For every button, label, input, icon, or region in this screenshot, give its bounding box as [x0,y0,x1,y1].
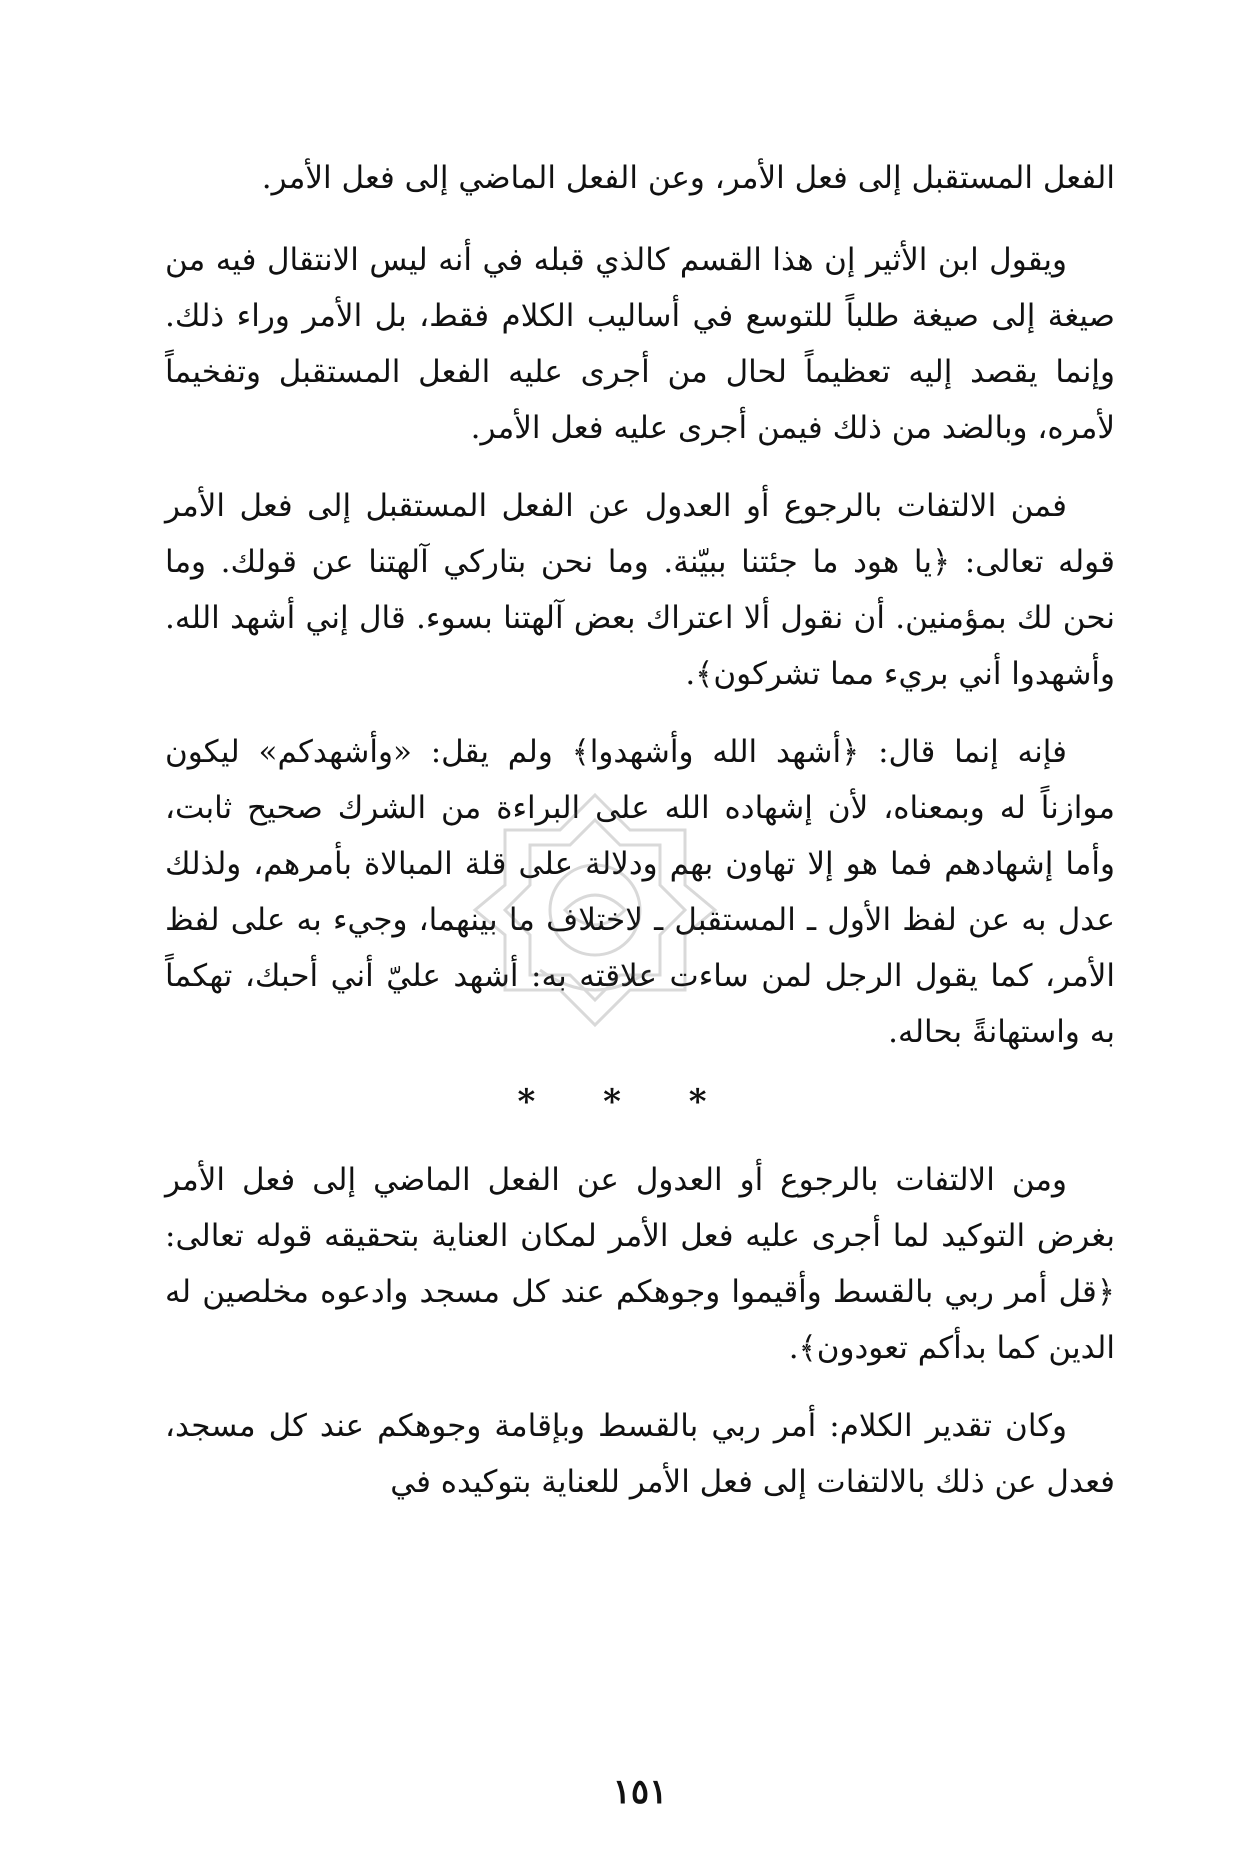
paragraph-continuation: الفعل المستقبل إلى فعل الأمر، وعن الفعل الماضي إلى فعل الأمر. [261,160,1115,196]
paragraph-estimation: وكان تقدير الكلام: أمر ربي بالقسط وبإقامة وجوهكم عند كل مسجد، فعدل عن ذلك بالالتفات إلى فعل الأمر للعناية بتوكيده في [165,1408,1115,1500]
paragraph-ibn-al-athir: ويقول ابن الأثير إن هذا القسم كالذي قبله في أنه ليس الانتقال فيه من صيغة إلى صيغة طلباً للتوسع في أساليب الكلام فقط، بل الأمر وراء ذلك. وإنما يقصد إليه تعظيماً لحال من أجرى عليه الفعل المستقبل وتفخيماً لأمره، وبالضد من ذلك فيمن أجرى عليه فعل الأمر. [165,242,1115,446]
page-body [165,150,1115,1812]
section-separator: * * * [517,1082,735,1122]
page-number: ١٥١ [612,1772,668,1812]
paragraph-past-to-imperative: ومن الالتفات بالرجوع أو العدول عن الفعل الماضي إلى فعل الأمر بغرض التوكيد لما أجرى عليه فعل الأمر لمكان العناية بتحقيقه قوله تعالى: ﴿قل أمر ربي بالقسط وأقيموا وجوهكم عند كل مسجد وادعوه مخلصين له الدين كما بدأكم تعودون﴾. [165,1162,1115,1366]
paragraph-future-to-imperative: فمن الالتفات بالرجوع أو العدول عن الفعل المستقبل إلى فعل الأمر قوله تعالى: ﴿يا هود ما جئتنا ببيّنة. وما نحن بتاركي آلهتنا عن قولك. وما نحن لك بمؤمنين. أن نقول ألا اعتراك بعض آلهتنا بسوء. قال إني أشهد الله. وأشهدوا أني بريء مما تشركون﴾. [165,488,1115,692]
paragraph-explanation: فإنه إنما قال: ﴿أشهد الله وأشهدوا﴾ ولم يقل: «وأشهدكم» ليكون موازناً له وبمعناه، لأن إشهاده الله على البراءة من الشرك صحيح ثابت، وأما إشهادهم فما هو إلا تهاون بهم ودلالة على قلة المبالاة بأمرهم، ولذلك عدل به عن لفظ الأول ـ المستقبل ـ لاختلاف ما بينهما، وجيء به على لفظ الأمر، كما يقول الرجل لمن ساءت علاقته به: أشهد عليّ أني أحبك، تهكماً به واستهانةً بحاله. [165,734,1115,1050]
